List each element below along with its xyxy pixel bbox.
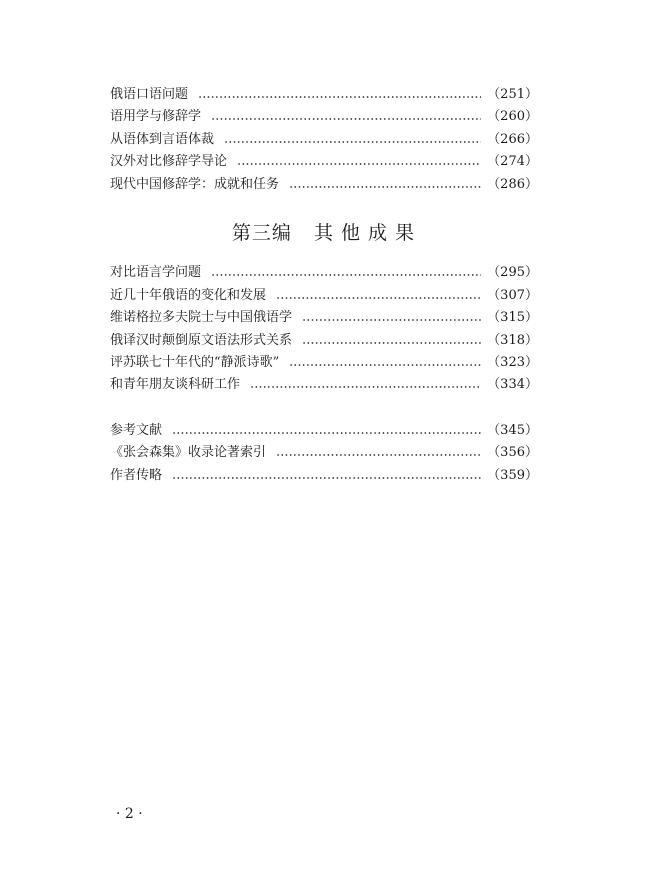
toc-entry-page: （318） (487, 333, 538, 348)
toc-entry-title: 参考文献 (110, 423, 163, 438)
toc-entry-page: （251） (487, 87, 538, 102)
toc-entry-page: （295） (487, 265, 538, 280)
toc-entry-page: （307） (487, 288, 538, 303)
dot-leader (289, 364, 481, 366)
dot-leader (289, 186, 481, 188)
page-number: · 2 · (116, 806, 143, 822)
dot-leader (172, 477, 481, 479)
toc-entry (110, 308, 538, 328)
toc-entry (110, 263, 538, 283)
dot-leader (302, 342, 481, 344)
toc-entry-title: 俄语口语问题 (110, 87, 189, 102)
toc-entry-title: 对比语言学问题 (110, 265, 202, 280)
dot-leader (276, 454, 481, 456)
toc-entry-page: （260） (487, 109, 538, 124)
toc-entry-page: （334） (487, 377, 538, 392)
toc-entry-page: （274） (487, 154, 538, 169)
section-part-label: 第三编 (231, 222, 292, 244)
toc-entry (110, 466, 538, 486)
toc-entry-page: （266） (487, 132, 538, 147)
toc-entry-title: 从语体到言语体裁 (110, 132, 215, 147)
toc-entry (110, 130, 538, 150)
toc-entry-title: 语用学与修辞学 (110, 109, 202, 124)
toc-entry-page: （323） (487, 355, 538, 370)
toc-entry-page: （286） (487, 177, 538, 192)
toc-entry-title: 近几十年俄语的变化和发展 (110, 288, 267, 303)
toc-entry-page: （359） (487, 468, 538, 483)
toc-entry (110, 353, 538, 373)
toc-entry (110, 85, 538, 105)
toc-entry-page: （315） (487, 310, 538, 325)
toc-entry-title: 评苏联七十年代的“静派诗歌” (110, 355, 280, 370)
toc-entry (110, 152, 538, 172)
dot-leader (250, 386, 481, 388)
toc-entry (110, 107, 538, 127)
toc-entry-title: 作者传略 (110, 468, 163, 483)
toc-entry-title: 现代中国修辞学：成就和任务 (110, 177, 280, 192)
section-heading (0, 218, 647, 245)
toc-entry-page: （345） (487, 423, 538, 438)
dot-leader (211, 274, 481, 276)
dot-leader (211, 118, 481, 120)
toc-entry-title: 俄译汉时颠倒原文语法形式关系 (110, 333, 293, 348)
dot-leader (276, 297, 481, 299)
section-title: 其 他 成 果 (313, 222, 416, 244)
toc-entry-title: 和青年朋友谈科研工作 (110, 377, 241, 392)
toc-entry (110, 175, 538, 195)
toc-entry (110, 331, 538, 351)
toc-entry-title: 《张会森集》收录论著索引 (110, 445, 267, 460)
toc-entry (110, 286, 538, 306)
toc-entry (110, 421, 538, 441)
toc-entry-page: （356） (487, 445, 538, 460)
dot-leader (237, 163, 481, 165)
toc-entry-title: 维诺格拉多夫院士与中国俄语学 (110, 310, 293, 325)
dot-leader (302, 319, 481, 321)
dot-leader (198, 96, 481, 98)
dot-leader (224, 141, 481, 143)
toc-entry (110, 443, 538, 463)
toc-entry-title: 汉外对比修辞学导论 (110, 154, 228, 169)
toc-entry (110, 375, 538, 395)
dot-leader (172, 432, 481, 434)
